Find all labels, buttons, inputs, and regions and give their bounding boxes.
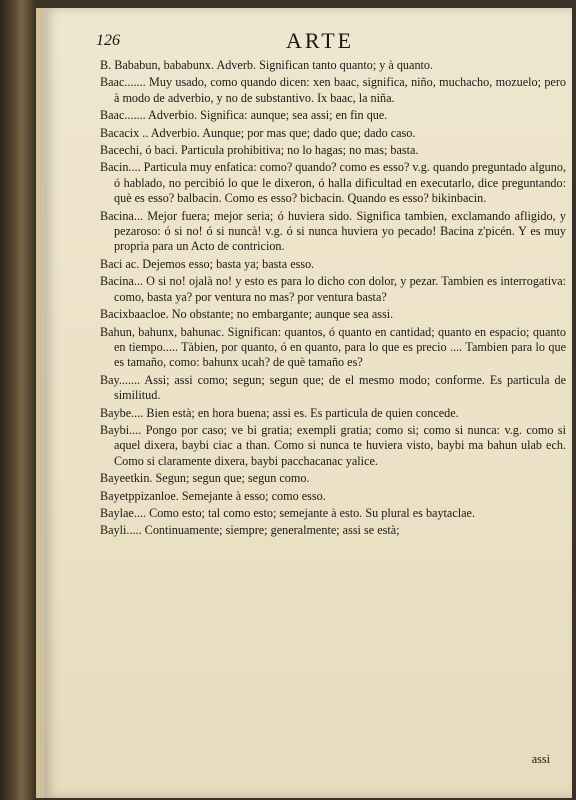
entry: B. Bababun, bababunx. Adverb. Significan tanto quanto; y à quanto.: [100, 58, 434, 72]
entry: Bacina... O si no! ojalà no! y esto es para lo dicho con dolor, y pezar. Tambien es interrogativa: como, basta ya? por ventura no mas? por ventura basta?: [100, 274, 566, 304]
entry: Baybe.... Bien està; en hora buena; assi es. Es particula de quien concede.: [100, 405, 459, 420]
entry: Baybi.... Pongo por caso; ve bi gratia; exempli gratia; como si; como si nunca: v.g. como si aquel dixera, baybi ciac a than. Como si nunca te huviera visto, baybi ma bahun ulab ech. Como si claramente dixera, baybi pacchacanac yalice.: [100, 422, 566, 468]
entry: Bacacix .. Adverbio. Aunque; por mas que; dado que; dado caso.: [100, 125, 416, 140]
entry: Bahun, bahunx, bahunac. Significan: quantos, ó quanto en cantidad; quanto en espacio; quanto en tiempo..... Tàbien, por quanto, ó en quanto, para lo que es precio .... Tambien para lo que es tamaño, como: bahunx ucah? de què tamaño es?: [100, 324, 566, 370]
running-title: ARTE: [286, 28, 355, 53]
entry: Bacechi, ó baci. Particula prohibitiva; no lo hagas; no mas; basta.: [100, 143, 419, 158]
entry: Bayetppizanloe. Semejante à esso; como esso.: [100, 488, 326, 503]
page-header: [96, 30, 552, 54]
entry: Baci ac. Dejemos esso; basta ya; basta esso.: [100, 256, 315, 271]
dictionary-entries: [100, 58, 566, 541]
entry: Bacin.... Particula muy enfatica: como? quando? como es esso? v.g. quando preguntado alguno, ó hablado, no percibió lo que le dixeron, ó halla dificultad en executarlo, dice preguntando: què es esso? balbacin. Como es esso? bicbacin. Quando es esso? bikinbacin.: [100, 160, 566, 206]
entry: Baac....... Adverbio. Significa: aunque; sea assi; en fin que.: [100, 108, 388, 123]
entry: Bayli..... Continuamente; siempre; generalmente; assi se està;: [100, 523, 400, 538]
book-binding: [0, 0, 36, 800]
entry: Baylae.... Como esto; tal como esto; semejante à esto. Su plural es baytaclae.: [100, 505, 475, 520]
entry: Bacixbaacloe. No obstante; no embargante; aunque sea assi.: [100, 307, 394, 322]
book-page: [44, 8, 572, 798]
entry: Bacina... Mejor fuera; mejor seria; ó huviera sido. Significa tambien, exclamando afligido, y pezaroso: ó si no! ó si nuncà! v.g. ó si nunca huviera yo pecado! Bacina z'picén. Y es muy propria para un Acto de contricion.: [100, 208, 566, 254]
entry: Baac....... Muy usado, como quando dicen: xen baac, significa, niño, muchacho, mozuelo; pero à modo de adverbio, y no de substantivo. Ix baac, la niña.: [100, 75, 566, 105]
page-edges: [36, 8, 44, 798]
page-number: 126: [96, 32, 120, 49]
entry: Bayeetkin. Segun; segun que; segun como.: [100, 471, 310, 486]
entry: Bay....... Assi; assi como; segun; segun que; de el mesmo modo; conforme. Es particula de similitud.: [100, 372, 566, 403]
catchword: assi: [531, 752, 550, 766]
